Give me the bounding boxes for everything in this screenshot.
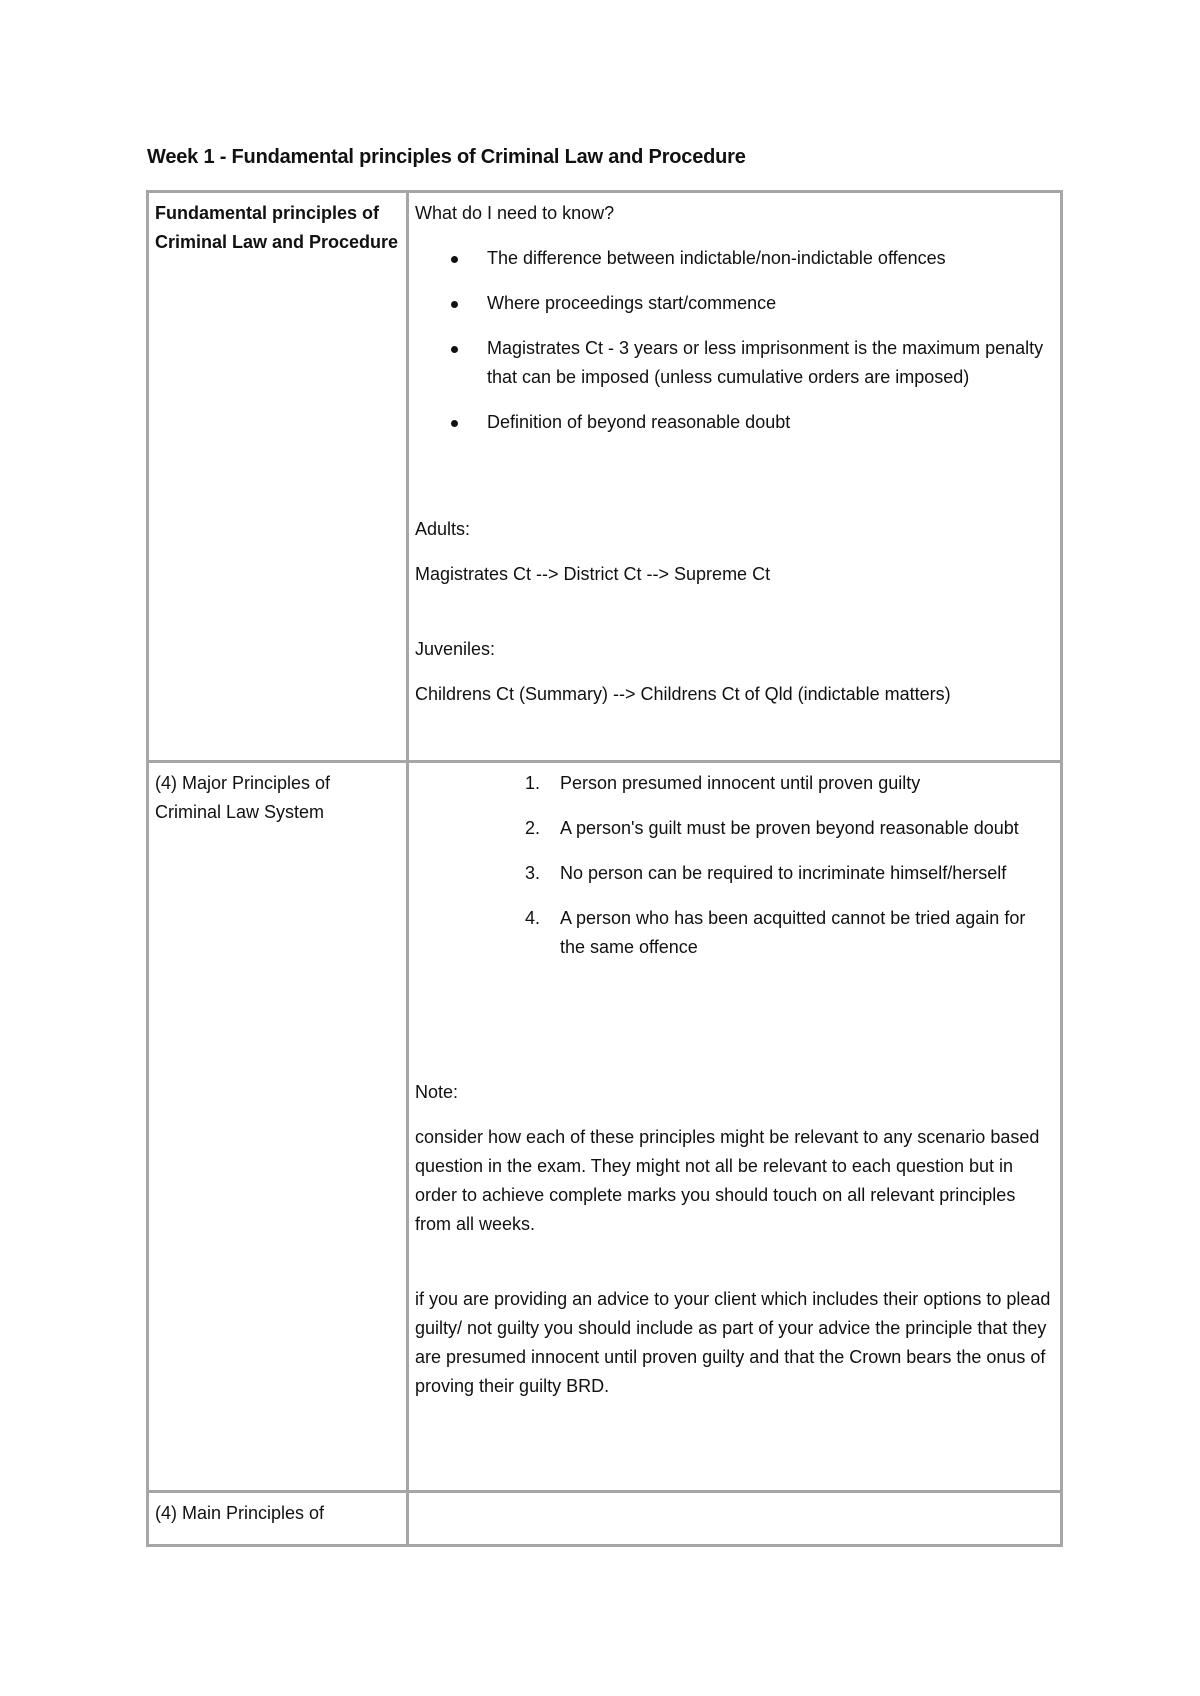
content-cell (408, 762, 1062, 1492)
topic-cell (148, 192, 408, 762)
topic-cell (148, 1492, 408, 1546)
content-cell (408, 1492, 1062, 1546)
juveniles-heading: Juveniles: (415, 639, 496, 659)
juveniles-court-path: Childrens Ct (Summary) --> Childrens Ct of Qld (indictable matters) (415, 684, 951, 704)
topic-label: (4) Main Principles of (155, 1503, 325, 1523)
list-item: The difference between indictable/non-indictable offences (415, 244, 1054, 273)
table-row (148, 762, 1062, 1492)
table-row (148, 1492, 1062, 1546)
list-item: 3. No person can be required to incriminate himself/herself (525, 863, 1007, 883)
adults-court-path: Magistrates Ct --> District Ct --> Supreme Ct (415, 564, 771, 584)
content-cell (408, 192, 1062, 762)
adults-heading: Adults: (415, 519, 471, 539)
numbered-list (415, 769, 1054, 962)
document-title: Week 1 - Fundamental principles of Criminal Law and Procedure (147, 146, 746, 168)
topic-cell (148, 762, 408, 1492)
list-item: 2. A person's guilt must be proven beyond reasonable doubt (525, 818, 1019, 838)
topic-label: (4) Major Principles of Criminal Law System (155, 773, 331, 822)
bullet-icon (451, 420, 458, 427)
list-item: Definition of beyond reasonable doubt (415, 408, 1054, 437)
bullet-list (415, 244, 1054, 437)
bullet-icon (451, 301, 458, 308)
topic-label: Fundamental principles of Criminal Law and Procedure (155, 203, 399, 252)
intro-text: What do I need to know? (415, 203, 615, 223)
table-row (148, 192, 1062, 762)
note-paragraph: consider how each of these principles might be relevant to any scenario based question in the exam. They might not all be relevant to each question but in order to achieve complete marks you should touch on all relevant principles from all weeks. (415, 1127, 1040, 1234)
bullet-icon (451, 346, 458, 353)
bullet-icon (451, 256, 458, 263)
list-item: 4. A person who has been acquitted cannot be tried again for the same offence (525, 908, 1026, 957)
note-paragraph: if you are providing an advice to your client which includes their options to plead guilty/ not guilty you should include as part of your advice the principle that they are presumed innocent until proven guilty and that the Crown bears the onus of proving their guilty BRD. (415, 1289, 1051, 1396)
list-item: Where proceedings start/commence (415, 289, 1054, 318)
list-item: 1. Person presumed innocent until proven guilty (525, 773, 921, 793)
notes-table (146, 190, 1063, 1547)
note-heading: Note: (415, 1082, 459, 1102)
list-item: Magistrates Ct - 3 years or less imprisonment is the maximum penalty that can be imposed (unless cumulative orders are imposed) (415, 334, 1054, 392)
